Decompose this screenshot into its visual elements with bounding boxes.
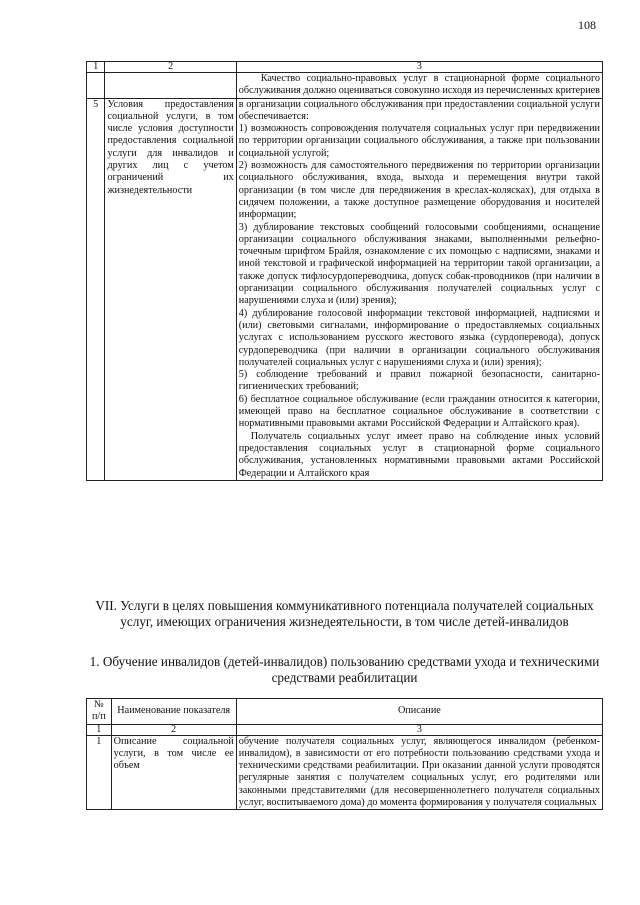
description-paragraph: 6) бесплатное социальное обслуживание (если гражданин относится к категории, имеющей право на бесплатное социальное обслуживание в соответствии с нормативными правовыми актами Российской Федерации и Алтайского края). bbox=[238, 393, 600, 430]
subsection-1-title: 1. Обучение инвалидов (детей-инвалидов) пользованию средствами ухода и техническими средствами реабилитации bbox=[89, 654, 600, 685]
col-num-2: 2 bbox=[111, 724, 236, 735]
table-row-5 bbox=[87, 98, 603, 480]
description-paragraph: в организации социального обслуживания при предоставлении социальной услуги обеспечивается: bbox=[238, 98, 600, 122]
section-7-title: VII. Услуги в целях повышения коммуникативного потенциала получателей социальных услуг, имеющих ограничения жизнедеятельности, в том числе детей-инвалидов bbox=[95, 598, 594, 629]
header-indicator: Наименование показателя bbox=[111, 699, 236, 725]
row-number: 1 bbox=[87, 735, 112, 810]
table-row-continuation bbox=[87, 73, 603, 99]
header-description: Описание bbox=[236, 699, 602, 725]
description-text: обучение получателя социальных услуг, являющегося инвалидом (ребенком-инвалидом), в зависимости от его потребности пользованию средствами ухода и техническими средствами реабилитации. При оказании данной услуги проводятся регулярные занятия с получателем социальных услуг, его родителями или законными представителями (для несовершеннолетнего получателя социальных услуг, воспитываемого дома) до момента формирования у получателя социальных bbox=[238, 735, 600, 809]
header-number: № п/п bbox=[87, 699, 112, 725]
indicator-name: Описание социальной услуги, в том числе ее объем bbox=[113, 735, 234, 772]
training-services-table bbox=[86, 698, 603, 810]
column-header-row bbox=[87, 699, 603, 725]
column-number-row bbox=[87, 724, 603, 735]
continuation-text: Качество социально-правовых услуг в стационарной форме социального обслуживания должно оцениваться совокупно исходя из перечисленных критериев bbox=[238, 73, 600, 97]
description-paragraph: 5) соблюдение требований и правил пожарной безопасности, санитарно-гигиенических требований; bbox=[238, 369, 600, 393]
table-header-row bbox=[87, 62, 603, 73]
description-paragraph: 2) возможность для самостоятельного передвижения по территории организации социального обслуживания, входа, выхода и перемещения внутри такой организации (в том числе для передвижения в креслах-колясках), для отдыха в сидячем положении, а также доступное размещение оборудования и носителей информации; bbox=[238, 160, 600, 221]
col-num-1: 1 bbox=[87, 724, 112, 735]
header-col-2: 2 bbox=[105, 62, 236, 73]
header-col-1: 1 bbox=[87, 62, 105, 73]
description-paragraph: Получатель социальных услуг имеет право на соблюдение иных условий предоставления социальных услуг в стационарной форме социального обслуживания, установленных нормативными правовыми актами Российской Федерации и Алтайского края bbox=[238, 430, 600, 479]
description-paragraph: 1) возможность сопровождения получателя социальных услуг при передвижении по территории организации социального обслуживания, а также при пользовании социальной услугой; bbox=[238, 123, 600, 159]
page-number: 108 bbox=[578, 18, 596, 32]
description-paragraph: 4) дублирование голосовой информации текстовой информацией, надписями и (или) световыми сигналами, информирование о предоставляемых социальных услугах с использованием русского жестового языка (сурдоперевода), допуск сурдопереводчика (при наличии в организации социального обслуживания получателей социальных услуг с нарушениями слуха и (или) зрения); bbox=[238, 307, 600, 368]
services-table-continued bbox=[86, 61, 603, 481]
col-num-3: 3 bbox=[236, 724, 602, 735]
description-paragraph: 3) дублирование текстовых сообщений голосовыми сообщениями, оснащение организации социального обслуживания знаками, выполненными рельефно-точечным шрифтом Брайля, ознакомление с их помощью с надписями, знаками и иной текстовой и графической информацией на территории такой организации, а также допуск тифлосурдопереводчика, допуск собак-проводников (при наличии в организации социального обслуживания получателей социальных услуг с нарушениями слуха и (или) зрения); bbox=[238, 221, 600, 307]
header-col-3: 3 bbox=[236, 62, 602, 73]
row-number: 5 bbox=[87, 98, 105, 480]
indicator-name: Условия предоставления социальной услуги, в том числе условия доступности предоставления социальной услуги для инвалидов и других лиц с учетом ограничений их жизнедеятельности bbox=[107, 98, 234, 196]
table-row-1 bbox=[87, 735, 603, 810]
